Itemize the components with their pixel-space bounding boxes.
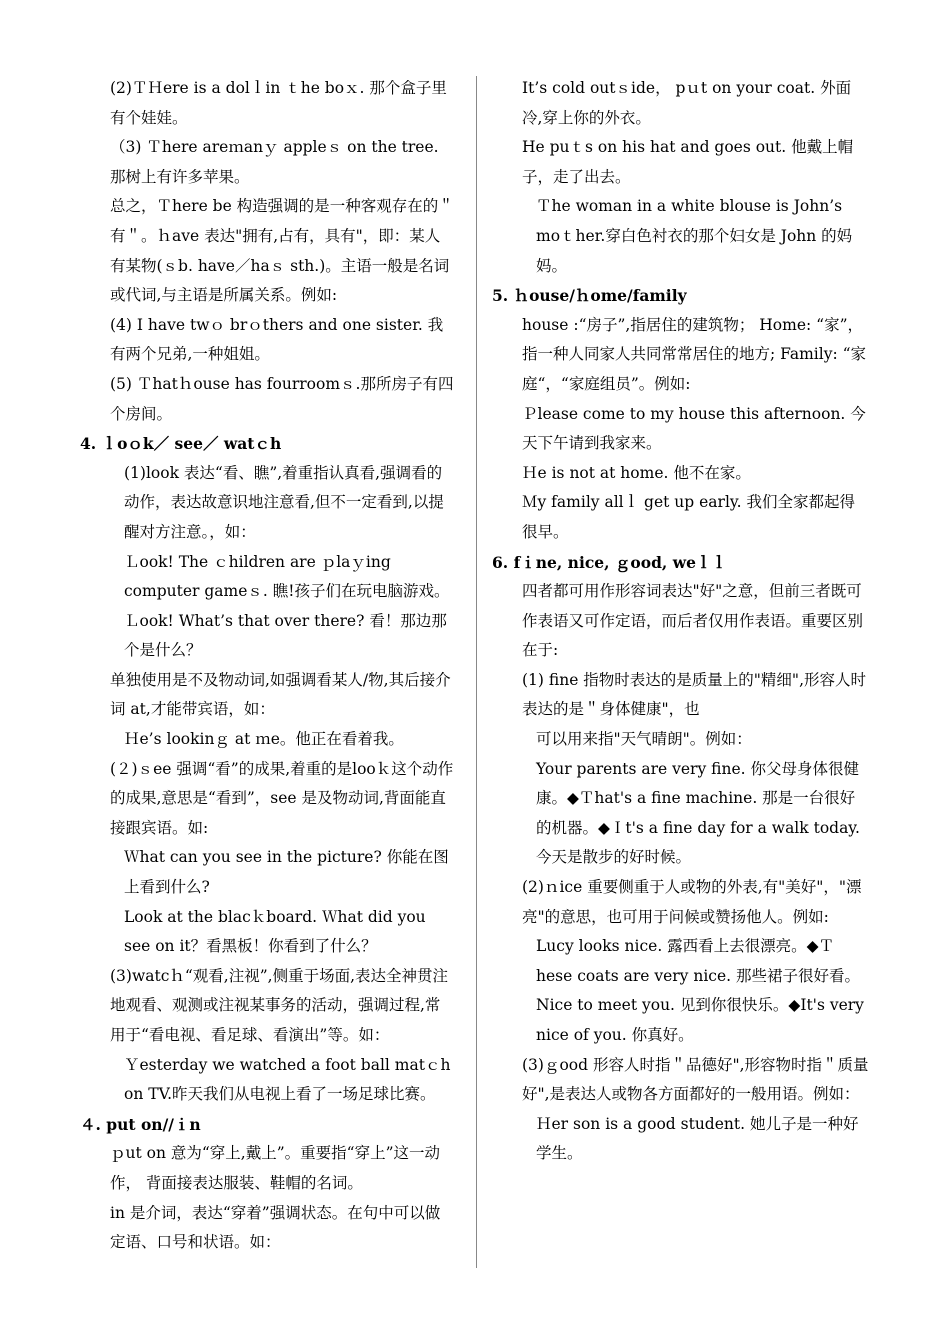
right-column bbox=[492, 74, 870, 1169]
example-sentence: Ｐlease come to my house this afternoon. 今天下午请到我家来。 bbox=[522, 404, 866, 453]
paragraph: (3)watcｈ“观看,注视”,侧重于场面,表达全神贯注地观看、观测或注视某事务的活动，强调过程,常用于“看电视、看足球、看演出”等。如： bbox=[110, 966, 449, 1044]
paragraph: ｐut on 意为“穿上,戴上”。重要指“穿上”这一动作， 背面接表达服装、鞋帽的名词。 bbox=[110, 1144, 441, 1192]
paragraph: (2)ｎice 重要侧重于人或物的外表,有"美好"，"漂亮"的意思，也可用于问候或赞扬他人。例如: bbox=[522, 878, 862, 926]
example-sentence: Ｈe’s lookinｇ at ｍe。他正在看着我。 bbox=[124, 730, 404, 749]
section-heading: 5. ｈouse/ｈome/family bbox=[492, 286, 687, 306]
paragraph: 单独使用是不及物动词,如强调看某人/物,其后接介词 at,才能带宾语，如： bbox=[110, 670, 451, 719]
paragraph: 总之，Ｔhere be 构造强调的是一种客观存在的＂有＂。ｈave 表达"拥有,占有，具有"，即：某人有某物(ｓb. have／haｓ sth.)。主语一般是名词或代词,与主语是所属关系。例如: bbox=[110, 197, 454, 305]
section-heading: 4. ｌoｏk／ see／ watｃh bbox=[80, 434, 282, 454]
example-sentence: Ｍy family allｌ get up early. 我们全家都起得很早。 bbox=[522, 493, 855, 541]
example-sentence: Ｗhat can you see in the picture? 你能在图上看到什么? bbox=[124, 848, 449, 897]
example-sentence: Ｈe is not at home. 他不在家。 bbox=[522, 463, 751, 482]
paragraph: (3)ｇood 形容人时指＂品德好",形容物时指＂质量好",是表达人或物各方面都好的一般用语。例如： bbox=[522, 1055, 869, 1104]
paragraph: (5) Ｔhatｈouse has fourroomｓ.那所房子有四个房间。 bbox=[110, 374, 454, 423]
paragraph: house :“房子”,指居住的建筑物； Home: “家”， 指一种人同家人共同常常居住的地方; Family: “家庭“，“家庭组员”。例如: bbox=[522, 315, 867, 393]
example-sentence: Lucy looks nice. 露西看上去很漂亮。◆Ｔhese coats are very nice. 那些裙子很好看。 bbox=[536, 937, 860, 985]
example-sentence: Your parents are very fine. 你父母身体很健康。◆Ｔhat's a fine machine. 那是一台很好的机器。◆Ｉt's a fine day for a walk today. 今天是散步的好时候。 bbox=[536, 759, 860, 867]
section-heading: ４. put on//ｉn bbox=[80, 1114, 201, 1134]
example-sentence: Ｙesterday we watched a foot ball matｃh on TV.昨天我们从电视上看了一场足球比赛。 bbox=[124, 1055, 451, 1104]
paragraph: (２)ｓee 强调“看”的成果,着重的是looｋ这个动作的成果,意思是“看到”，see 是及物动词,背面能直接跟宾语。如: bbox=[110, 759, 454, 837]
left-column bbox=[80, 74, 455, 1258]
paragraph: 四者都可用作形容词表达"好"之意，但前三者既可作表语又可作定语，而后者仅用作表语。重要区别在于: bbox=[522, 582, 864, 660]
example-sentence: Look at the blacｋboard. Ｗhat did you see on it？看黑板！你看到了什么？ bbox=[124, 907, 426, 956]
example-sentence: Ｌook! What’s that over there? 看！那边那个是什么？ bbox=[124, 611, 447, 660]
paragraph: (2)ＴＨere is a dolｌin ｔhe boｘ. 那个盒子里有个娃娃。 bbox=[110, 79, 447, 127]
column-divider bbox=[476, 76, 477, 1268]
example-sentence: It’s cold outｓide， pｕt on your coat. 外面冷,穿上你的外衣。 bbox=[522, 79, 852, 127]
paragraph: in 是介词，表达“穿着”强调状态。在句中可以做定语、口号和状语。如： bbox=[110, 1203, 441, 1252]
example-sentence: Nice to meet you. 见到你很快乐。◆It's very nice of you. 你真好。 bbox=[536, 996, 864, 1044]
example-sentence: Ｌook! The ｃhildren are ｐlaｙing computer gameｓ. 瞧!孩子们在玩电脑游戏。 bbox=[124, 552, 450, 601]
paragraph: (1) fine 指物时表达的是质量上的"精细",形容人时表达的是＂身体健康"，也 bbox=[522, 670, 866, 719]
example-sentence: Ｔhe woman in a white blouse is John’s moｔher.穿白色衬衣的那个妇女是 John 的妈妈。 bbox=[536, 197, 853, 275]
section-heading: 6. fｉne, nice, ｇood, weｌｌ bbox=[492, 552, 727, 572]
paragraph: 可以用来指"天气晴朗"。例如： bbox=[536, 730, 752, 749]
example-sentence: He puｔs on his hat and goes out. 他戴上帽子，走了出去。 bbox=[522, 138, 854, 186]
paragraph: (1)look 表达“看、瞧”,着重指认真看,强调看的动作，表达故意识地注意看,但不一定看到,以提醒对方注意。，如： bbox=[124, 463, 444, 541]
example-sentence: Ｈer son is a good student. 她儿子是一种好学生。 bbox=[536, 1114, 859, 1163]
paragraph: (4) I have twｏ brｏthers and one sister. 我有两个兄弟,一种姐姐。 bbox=[110, 315, 444, 364]
paragraph: （3) Ｔhere areｍanｙ appleｓ on the tree. 那树上有许多苹果。 bbox=[110, 138, 439, 186]
